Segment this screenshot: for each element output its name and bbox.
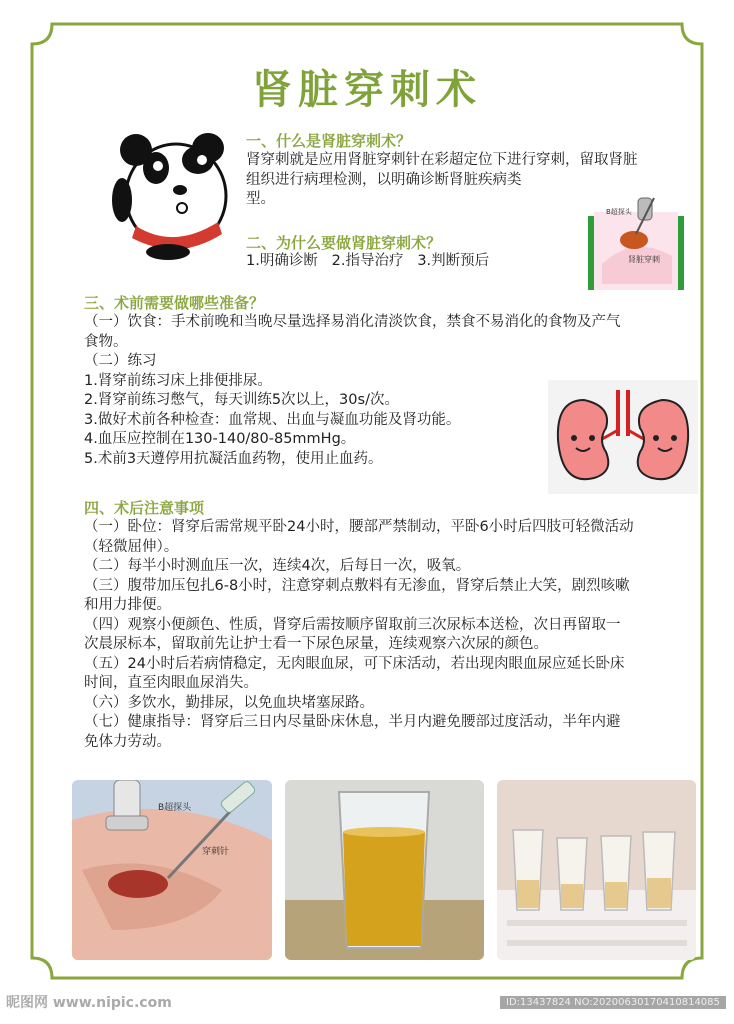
probe-label: B超探头 <box>158 803 192 813</box>
watermark-site: 昵图网 www.nipic.com <box>6 995 172 1011</box>
section-4-line: （一）卧位：肾穿后需常规平卧24小时，腰部严禁制动，平卧6小时后四肢可轻微活动 <box>84 519 634 535</box>
section-1-line: 肾穿刺就是应用肾脏穿刺针在彩超定位下进行穿刺，留取肾脏 <box>246 152 638 168</box>
section-4-body <box>84 518 634 752</box>
kidney-cartoon-icon <box>548 380 698 494</box>
section-3-line: 4.血压应控制在130-140/80-85mmHg。 <box>84 431 356 447</box>
biopsy-diagram-photo <box>72 780 272 960</box>
test-tubes-photo <box>497 780 696 960</box>
section-3-line: 5.术前3天遵停用抗凝活血药物，使用止血药。 <box>84 450 383 467</box>
page-title: 肾脏穿刺术 <box>252 67 482 113</box>
section-4-line: （五）24小时后若病情稳定，无肉眼血尿，可下床活动，若出现肉眼血尿应延长卧床 <box>84 655 625 672</box>
section-2-body: 1.明确诊断 2.指导治疗 3.判断预后 <box>246 253 490 269</box>
watermark-id: ID:13437824 NO:20200630170410814085 <box>500 996 726 1009</box>
section-4-line: （三）腹带加压包扎6-8小时，注意穿刺点敷料有无渗血，肾穿后禁止大笑，剧烈咳嗽 <box>84 577 630 594</box>
section-3-line: （二）练习 <box>84 353 157 369</box>
section-3-line: 1.肾穿前练习床上排便排尿。 <box>84 372 272 389</box>
needle-label: 穿刺针 <box>202 847 230 857</box>
section-3-line: （一）饮食：手术前晚和当晚尽量选择易消化清淡饮食，禁食不易消化的食物及产气 <box>84 314 621 330</box>
section-1-body <box>246 151 638 210</box>
section-3-line: 3.做好术前各种检查：血常规、出血与凝血功能及肾功能。 <box>84 411 461 428</box>
section-4-line: 免体力劳动。 <box>84 733 171 750</box>
section-4-line: （六）多饮水，勤排尿，以免血块堵塞尿路。 <box>84 694 374 711</box>
biopsy-probe-label: B超探头 <box>606 208 632 216</box>
section-3-body <box>84 313 621 469</box>
section-3-heading: 三、术前需要做哪些准备？ <box>84 294 265 312</box>
section-3-line: 食物。 <box>84 333 128 350</box>
section-3-line: 2.肾穿前练习憋气，每天训练5次以上，30s/次。 <box>84 392 399 408</box>
section-4-line: （七）健康指导：肾穿后三日内尽量卧床休息，半月内避免腰部过度活动，半年内避 <box>84 714 621 730</box>
section-4-line: （四）观察小便颜色、性质，肾穿后需按顺序留取前三次尿标本送检，次日再留取一 <box>84 616 621 633</box>
section-4-line: （二）每半小时测血压一次，连续4次，后每日一次，吸氧。 <box>84 558 471 574</box>
urine-cup-photo <box>285 780 484 960</box>
biopsy-caption: 肾脏穿刺 <box>628 255 660 264</box>
panda-mascot-icon <box>108 130 238 260</box>
section-1-line: 型。 <box>246 191 275 207</box>
section-1-heading: 一、什么是肾脏穿刺术？ <box>246 132 412 150</box>
section-4-heading: 四、术后注意事项 <box>84 499 205 517</box>
section-1-line: 组织进行病理检测，以明确诊断肾脏疾病类 <box>246 171 522 188</box>
biopsy-illustration-icon <box>584 194 688 298</box>
section-4-line: （轻微屈伸）。 <box>84 538 179 555</box>
section-4-line: 次晨尿标本，留取前先让护士看一下尿色尿量，连续观察六次尿的颜色。 <box>84 636 548 652</box>
section-4-line: 和用力排便。 <box>84 597 171 613</box>
section-2-heading: 二、为什么要做肾脏穿刺术？ <box>246 234 442 252</box>
section-4-line: 时间，直至肉眼血尿消失。 <box>84 675 258 691</box>
